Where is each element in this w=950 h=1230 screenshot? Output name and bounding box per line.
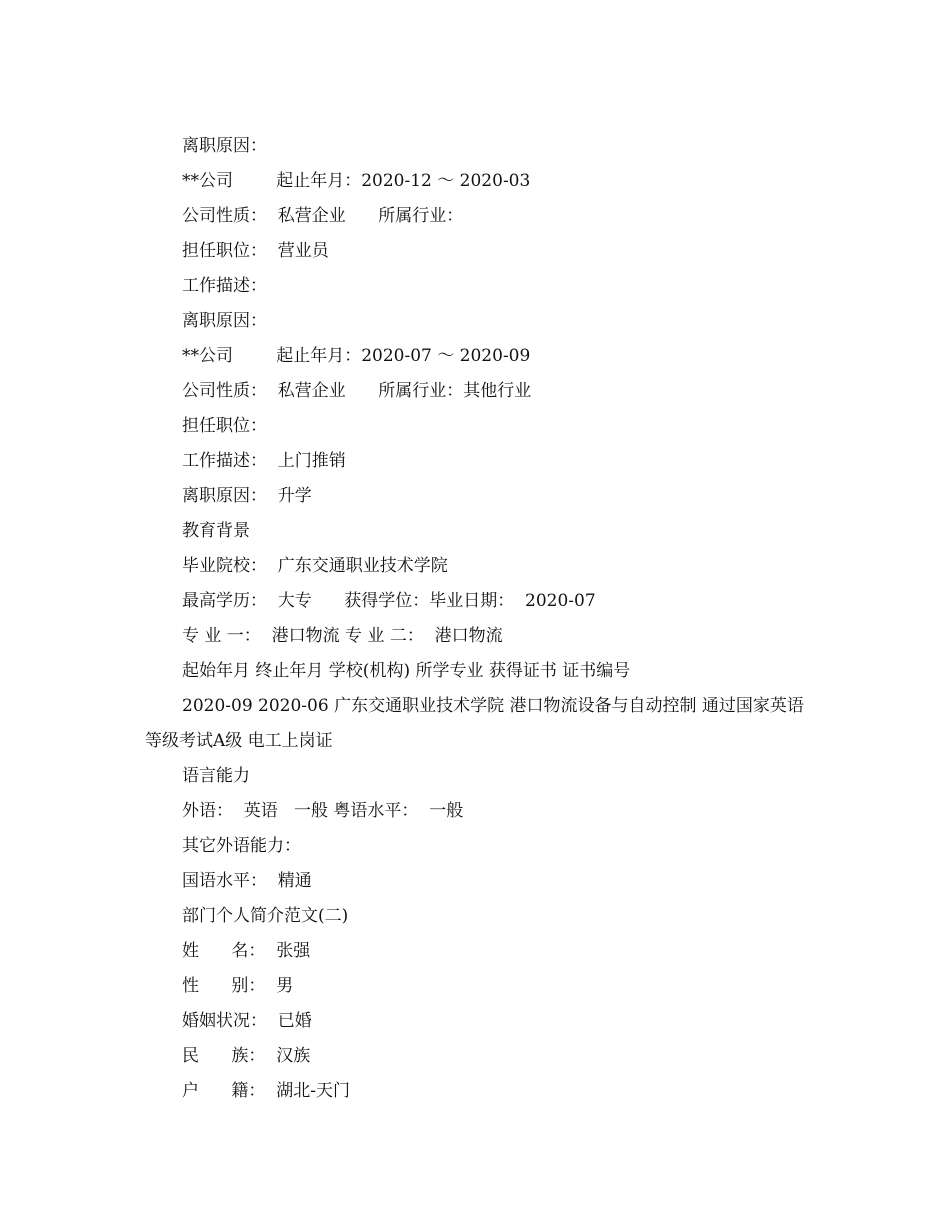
section-heading: 部门个人简介范文(二) — [182, 906, 349, 926]
section-heading: 教育背景 — [182, 521, 250, 541]
text-line: 担任职位： — [182, 416, 267, 436]
text-line: 工作描述： 上门推销 — [182, 451, 346, 471]
text-line: 离职原因： — [182, 311, 267, 331]
text-line: 性 别： 男 — [182, 976, 294, 996]
text-line: 其它外语能力： — [182, 836, 301, 856]
text-line: 国语水平： 精通 — [182, 871, 312, 891]
text-line: 公司性质： 私营企业 所属行业： — [182, 206, 464, 226]
text-line: 姓 名： 张强 — [182, 941, 311, 961]
text-line: 起始年月 终止年月 学校(机构) 所学专业 获得证书 证书编号 — [182, 661, 631, 681]
text-line: 工作描述： — [182, 276, 267, 296]
text-line: 毕业院校： 广东交通职业技术学院 — [182, 556, 448, 576]
text-line: 担任职位： 营业员 — [182, 241, 329, 261]
text-line: 户 籍： 湖北-天门 — [182, 1081, 350, 1101]
document-body — [145, 129, 805, 1109]
text-line: 外语： 英语 一般 粤语水平： 一般 — [182, 801, 464, 821]
text-line: **公司 起止年月：2020-07 ～ 2020-09 — [182, 346, 531, 366]
text-line: 公司性质： 私营企业 所属行业：其他行业 — [182, 381, 532, 401]
education-entry: 2020-09 2020-06 广东交通职业技术学院 港口物流设备与自动控制 通过国家英语等级考试A级 电工上岗证 — [145, 696, 804, 751]
section-heading: 语言能力 — [182, 766, 250, 786]
text-line: 离职原因： 升学 — [182, 486, 312, 506]
text-line: 民 族： 汉族 — [182, 1046, 311, 1066]
text-line: 最高学历： 大专 获得学位：毕业日期： 2020-07 — [182, 591, 596, 611]
text-line: 离职原因： — [182, 136, 267, 156]
text-line: **公司 起止年月：2020-12 ～ 2020-03 — [182, 171, 531, 191]
text-line: 专 业 一： 港口物流 专 业 二： 港口物流 — [182, 626, 503, 646]
text-line: 婚姻状况： 已婚 — [182, 1011, 312, 1031]
